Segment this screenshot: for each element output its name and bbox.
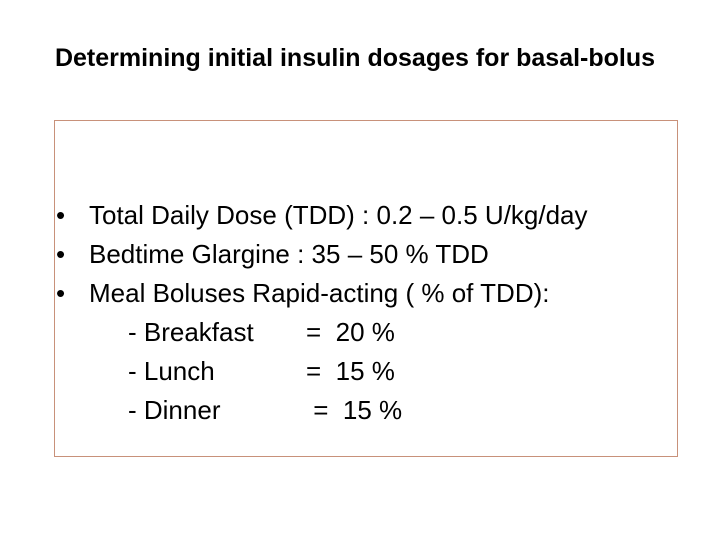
bullet-icon: • <box>56 278 66 308</box>
bullet-text: Meal Boluses Rapid-acting ( % of TDD): <box>89 278 550 308</box>
meal-row-dinner <box>56 391 588 430</box>
meal-value: = 20 % <box>306 317 395 347</box>
meal-label: - Lunch <box>128 356 215 386</box>
bullet-text: Total Daily Dose (TDD) : 0.2 – 0.5 U/kg/day <box>89 200 588 230</box>
bullet-item <box>56 274 588 313</box>
meal-row-lunch <box>56 352 588 391</box>
bullet-icon: • <box>56 239 66 269</box>
bullet-item <box>56 235 588 274</box>
bullet-item <box>56 196 588 235</box>
meal-row-breakfast <box>56 313 588 352</box>
meal-label: - Dinner <box>128 395 221 425</box>
bullet-text: Bedtime Glargine : 35 – 50 % TDD <box>89 239 489 269</box>
bullet-list <box>56 196 588 430</box>
meal-label: - Breakfast <box>128 317 254 347</box>
meal-value: = 15 % <box>306 395 403 425</box>
slide-title: Determining initial insulin dosages for basal-bolus <box>54 44 656 72</box>
meal-value: = 15 % <box>306 356 395 386</box>
bullet-icon: • <box>56 200 66 230</box>
